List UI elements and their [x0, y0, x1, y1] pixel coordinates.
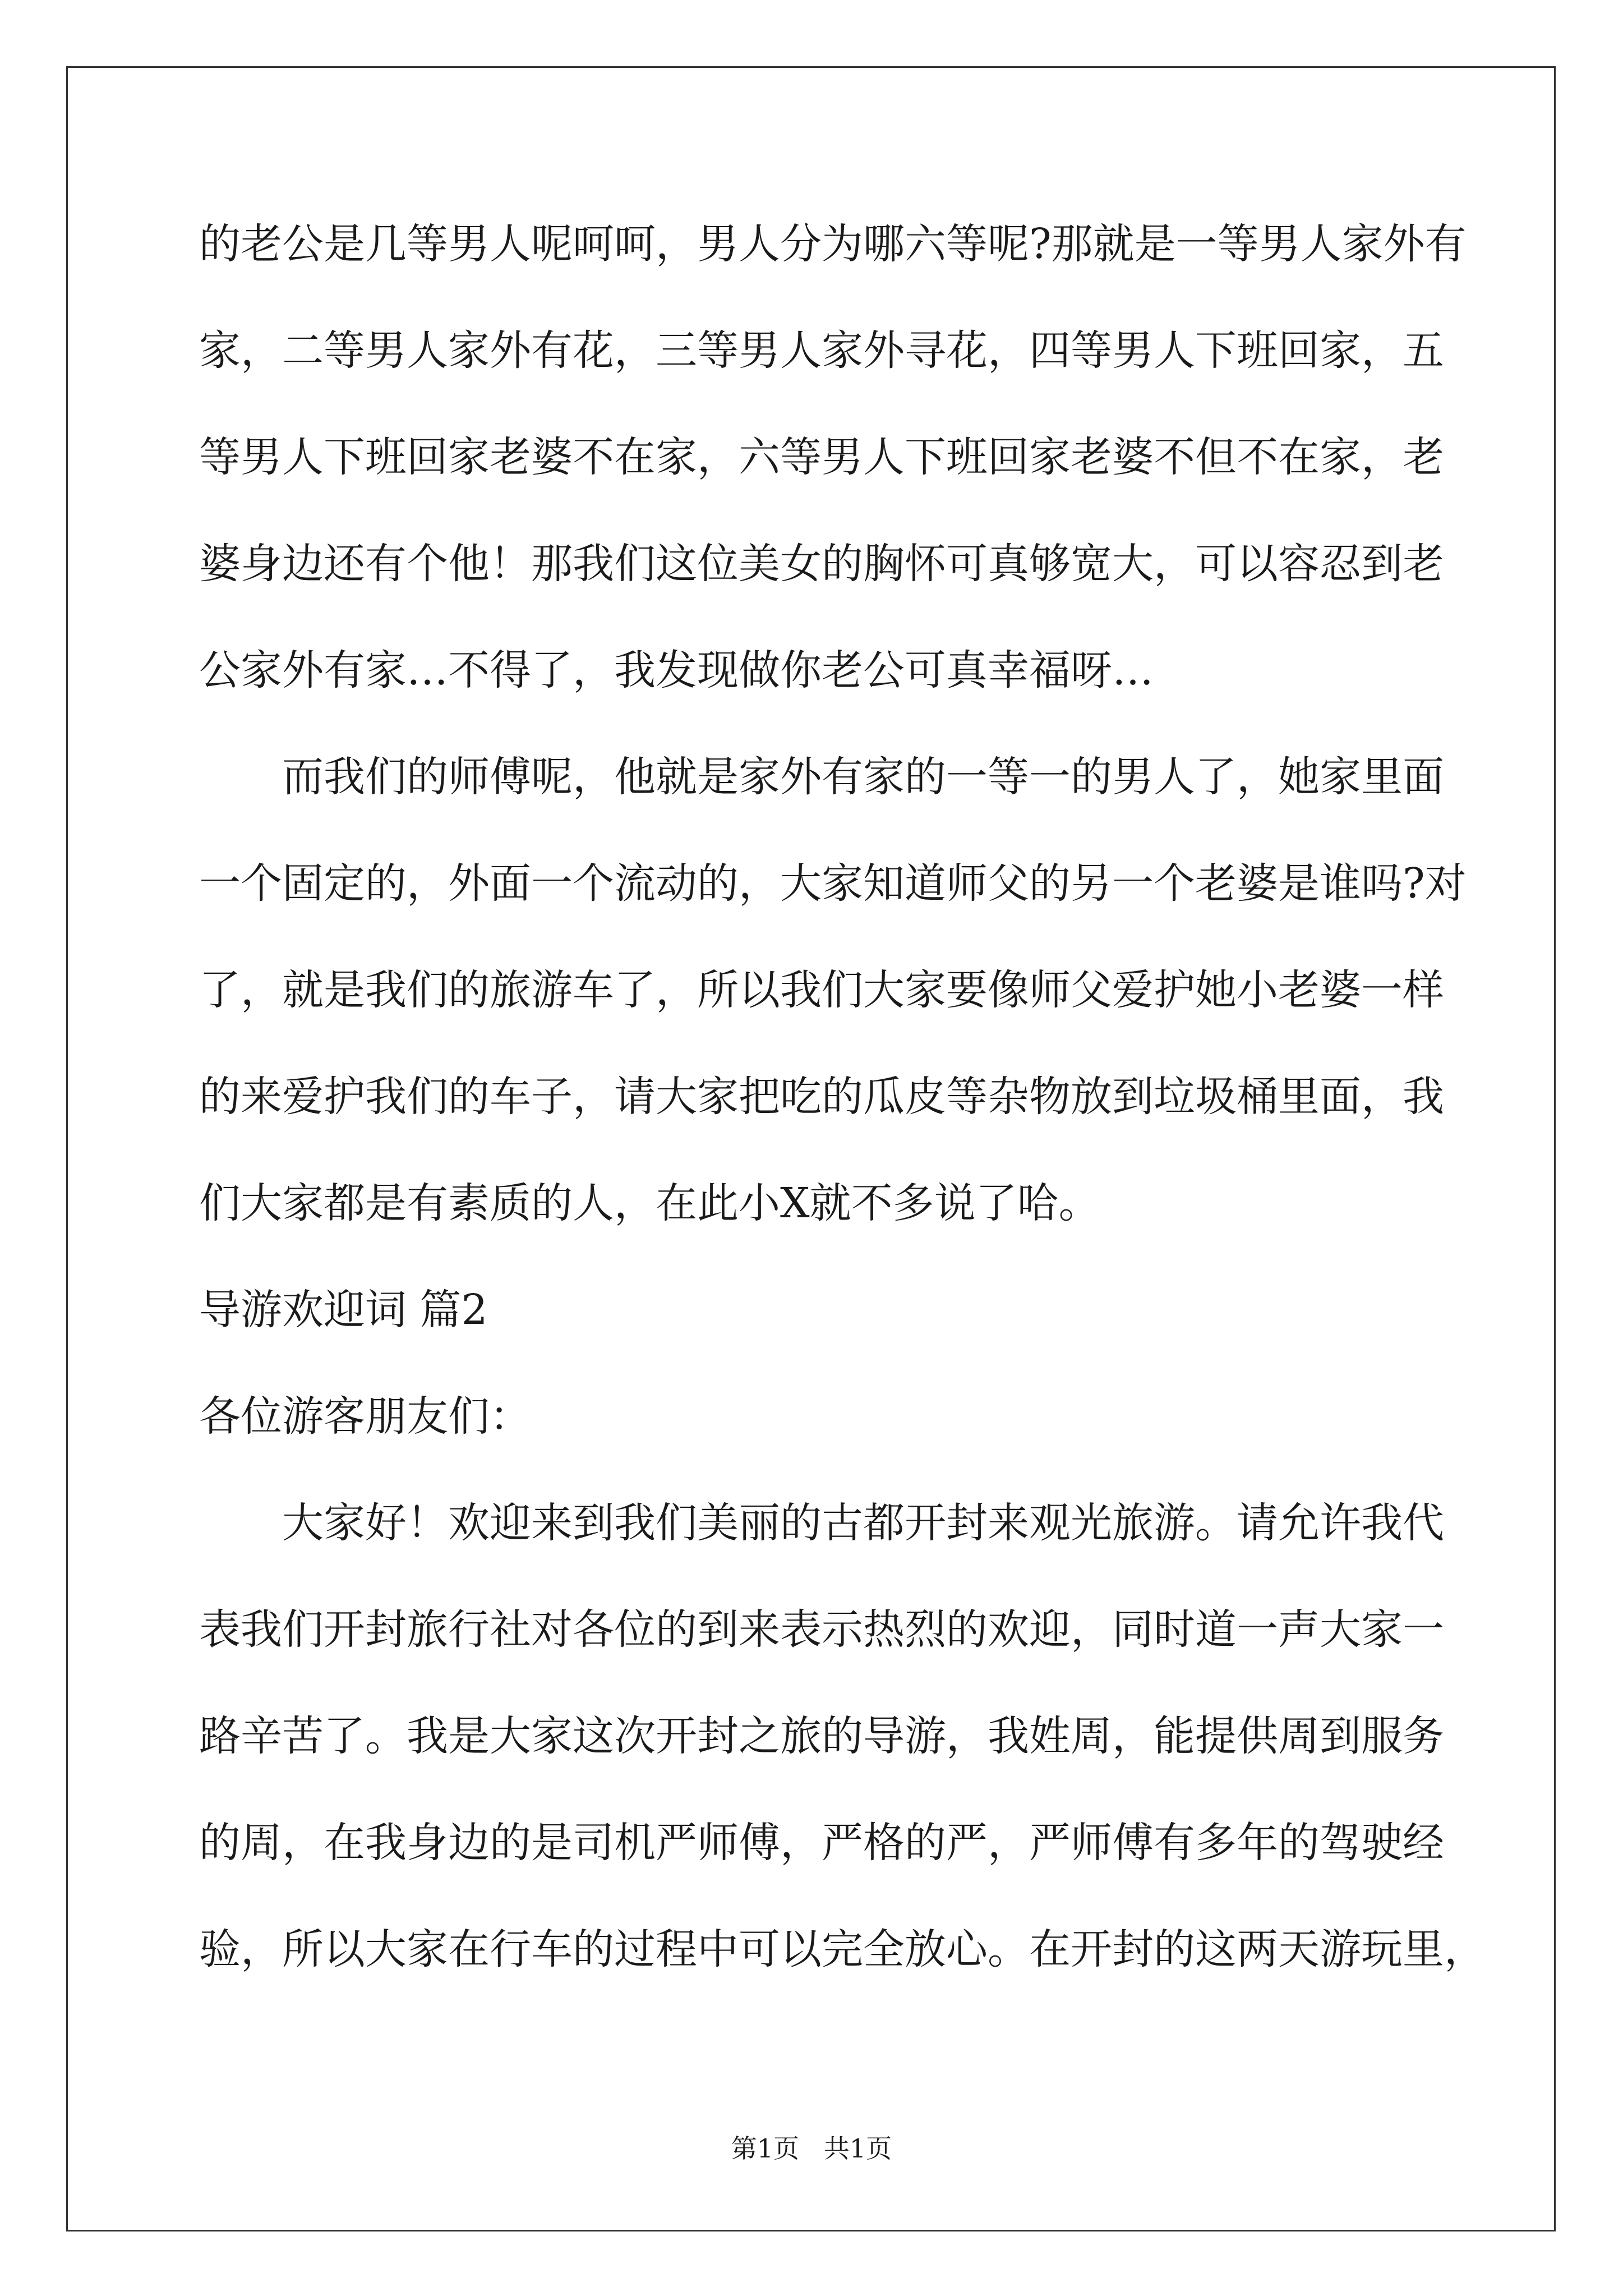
text-line: 公家外有家…不得了，我发现做你老公可真幸福呀…	[199, 646, 1154, 694]
text-line: 一个固定的，外面一个流动的，大家知道师父的另一个老婆是谁吗?对	[199, 859, 1467, 908]
salutation: 各位游客朋友们：	[199, 1392, 531, 1441]
text-line: 们大家都是有素质的人，在此小X就不多说了哈。	[199, 1179, 1100, 1227]
document-body	[199, 213, 1486, 2025]
text-line: 路辛苦了。我是大家这次开封之旅的导游，我姓周，能提供周到服务	[199, 1712, 1444, 1760]
text-line: 婆身边还有个他！那我们这位美女的胸怀可真够宽大，可以容忍到老	[199, 540, 1444, 588]
text-line: 表我们开封旅行社对各位的到来表示热烈的欢迎，同时道一声大家一	[199, 1605, 1444, 1654]
text-line: 的来爱护我们的车子，请大家把吃的瓜皮等杂物放到垃圾桶里面，我	[199, 1073, 1444, 1121]
text-line: 验，所以大家在行车的过程中可以完全放心。在开封的这两天游玩里，	[199, 1925, 1486, 1973]
text-line: 等男人下班回家老婆不在家，六等男人下班回家老婆不但不在家，老	[199, 433, 1444, 481]
text-line: 家，二等男人家外有花，三等男人家外寻花，四等男人下班回家，五	[199, 326, 1444, 375]
text-line: 的周，在我身边的是司机严师傅，严格的严，严师傅有多年的驾驶经	[199, 1819, 1444, 1867]
page-footer: 第1页 共1页	[731, 2133, 892, 2164]
text-line: 而我们的师傅呢，他就是家外有家的一等一的男人了，她家里面	[282, 753, 1444, 801]
text-line: 的老公是几等男人呢呵呵，男人分为哪六等呢?那就是一等男人家外有	[199, 220, 1467, 268]
text-line: 大家好！欢迎来到我们美丽的古都开封来观光旅游。请允许我代	[282, 1499, 1444, 1547]
section-heading: 导游欢迎词 篇2	[199, 1286, 488, 1334]
text-line: 了，就是我们的旅游车了，所以我们大家要像师父爱护她小老婆一样	[199, 966, 1444, 1014]
